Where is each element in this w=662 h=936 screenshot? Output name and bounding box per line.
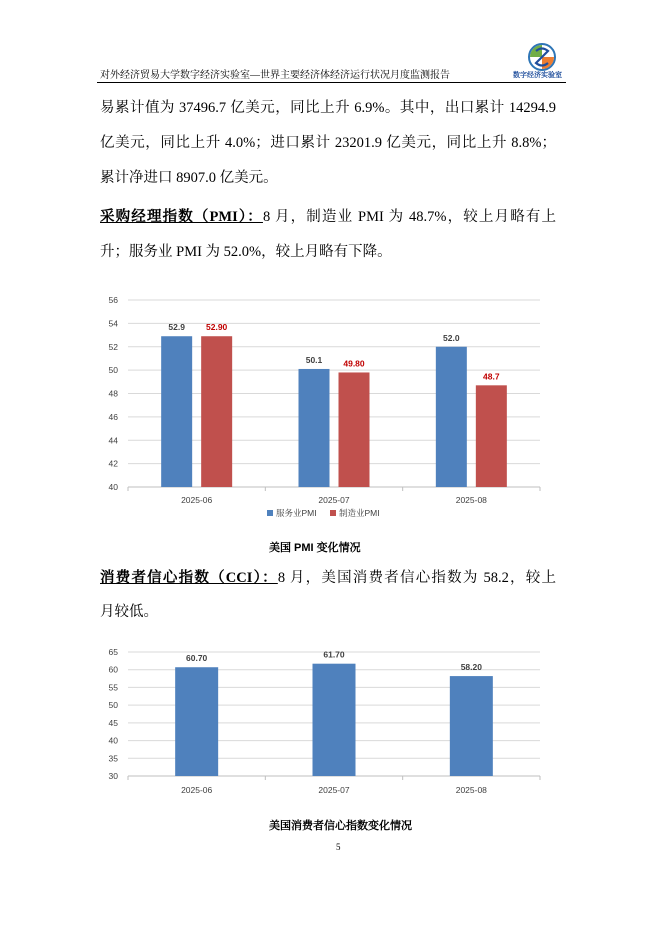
pmi-data-label-series1-2025-08: 52.0 [443, 332, 460, 343]
pmi-y-tick-label: 42 [108, 458, 118, 469]
page-number: 5 [336, 842, 341, 852]
cci-paragraph-line-2: 月较低。 [100, 604, 158, 620]
cci-bar-series1-2025-08 [450, 676, 493, 776]
cci-y-tick-label: 60 [108, 664, 118, 675]
pmi-y-tick-label: 48 [108, 388, 118, 399]
trade-paragraph-line-2: 亿美元，同比上升 4.0%；进口累计 23201.9 亿美元，同比上升 8.8%； [100, 135, 556, 151]
cci-x-tick-label-2025-06: 2025-06 [181, 785, 213, 795]
logo-text: 数字经济实验室 [513, 72, 562, 79]
pmi-data-label-series1-2025-06: 52.9 [168, 322, 185, 333]
pmi-x-tick-label-2025-06: 2025-06 [181, 495, 213, 505]
pmi-y-tick-label: 40 [108, 482, 118, 492]
pmi-y-tick-label: 52 [108, 341, 118, 352]
pmi-heading: 采购经理指数（PMI）： [100, 209, 263, 225]
pmi-legend-label-series2: 制造业PMI [339, 508, 380, 518]
cci-y-tick-label: 50 [108, 700, 118, 711]
header-rule [97, 82, 566, 83]
cci-y-tick-label: 35 [108, 753, 118, 764]
pmi-bar-series2-2025-08 [476, 385, 507, 487]
pmi-bar-series2-2025-06 [201, 336, 232, 487]
pmi-data-label-series1-2025-07: 50.1 [305, 354, 323, 365]
pmi-chart-caption: 美国 PMI 变化情况 [269, 542, 361, 554]
pmi-y-tick-label: 54 [108, 318, 118, 329]
cci-data-label-series1-2025-07: 61.70 [323, 649, 345, 660]
cci-y-tick-label: 40 [108, 735, 118, 746]
pmi-text-line-1: 8 月，制造业 PMI 为 48.7%，较上月略有上 [262, 209, 556, 225]
pmi-y-tick-label: 44 [108, 435, 118, 446]
pmi-data-label-series2-2025-07: 49.80 [343, 358, 365, 369]
cci-text-line-1: 8 月，美国消费者信心指数为 58.2，较上 [277, 570, 556, 586]
globe-logo-icon [524, 42, 560, 72]
cci-paragraph-line-1 [100, 568, 556, 588]
pmi-y-tick-label: 50 [108, 365, 118, 376]
cci-chart-caption: 美国消费者信心指数变化情况 [269, 820, 412, 832]
pmi-y-tick-label: 56 [108, 295, 118, 305]
pmi-legend-swatch-series1 [267, 510, 273, 516]
pmi-bar-series2-2025-07 [339, 372, 370, 487]
pmi-x-tick-label-2025-07: 2025-07 [318, 495, 350, 505]
cci-bar-series1-2025-06 [175, 667, 218, 776]
cci-x-tick-label-2025-08: 2025-08 [455, 785, 487, 795]
cci-bar-series1-2025-07 [313, 664, 356, 776]
cci-y-tick-label: 65 [108, 647, 118, 657]
pmi-paragraph-line-2: 升；服务业 PMI 为 52.0%，较上月略有下降。 [100, 244, 392, 260]
cci-y-tick-label: 45 [108, 717, 118, 728]
pmi-bar-series1-2025-08 [436, 347, 467, 487]
pmi-paragraph-line-1 [100, 207, 556, 227]
pmi-y-tick-label: 46 [108, 411, 118, 422]
pmi-bar-series1-2025-07 [299, 369, 330, 487]
cci-data-label-series1-2025-08: 58.20 [460, 662, 482, 673]
pmi-data-label-series2-2025-08: 48.7 [483, 371, 500, 382]
header-title: 对外经济贸易大学数字经济实验室—世界主要经济体经济运行状况月度监测报告 [100, 70, 450, 81]
cci-y-tick-label: 30 [108, 771, 118, 781]
pmi-legend-label-series1: 服务业PMI [276, 508, 317, 518]
cci-bar-chart [0, 640, 662, 800]
pmi-x-tick-label-2025-08: 2025-08 [455, 495, 487, 505]
cci-y-tick-label: 55 [108, 682, 118, 693]
pmi-data-label-series2-2025-06: 52.90 [206, 322, 228, 333]
trade-paragraph-line-1: 易累计值为 37496.7 亿美元，同比上升 6.9%。其中，出口累计 14294.9 [100, 100, 556, 116]
pmi-bar-series1-2025-06 [161, 336, 192, 487]
cci-heading: 消费者信心指数（CCI）： [100, 570, 278, 586]
cci-data-label-series1-2025-06: 60.70 [186, 653, 208, 664]
pmi-legend-swatch-series2 [330, 510, 336, 516]
pmi-bar-chart [0, 283, 662, 533]
cci-x-tick-label-2025-07: 2025-07 [318, 785, 350, 795]
trade-paragraph-line-3: 累计净进口 8907.0 亿美元。 [100, 170, 278, 186]
